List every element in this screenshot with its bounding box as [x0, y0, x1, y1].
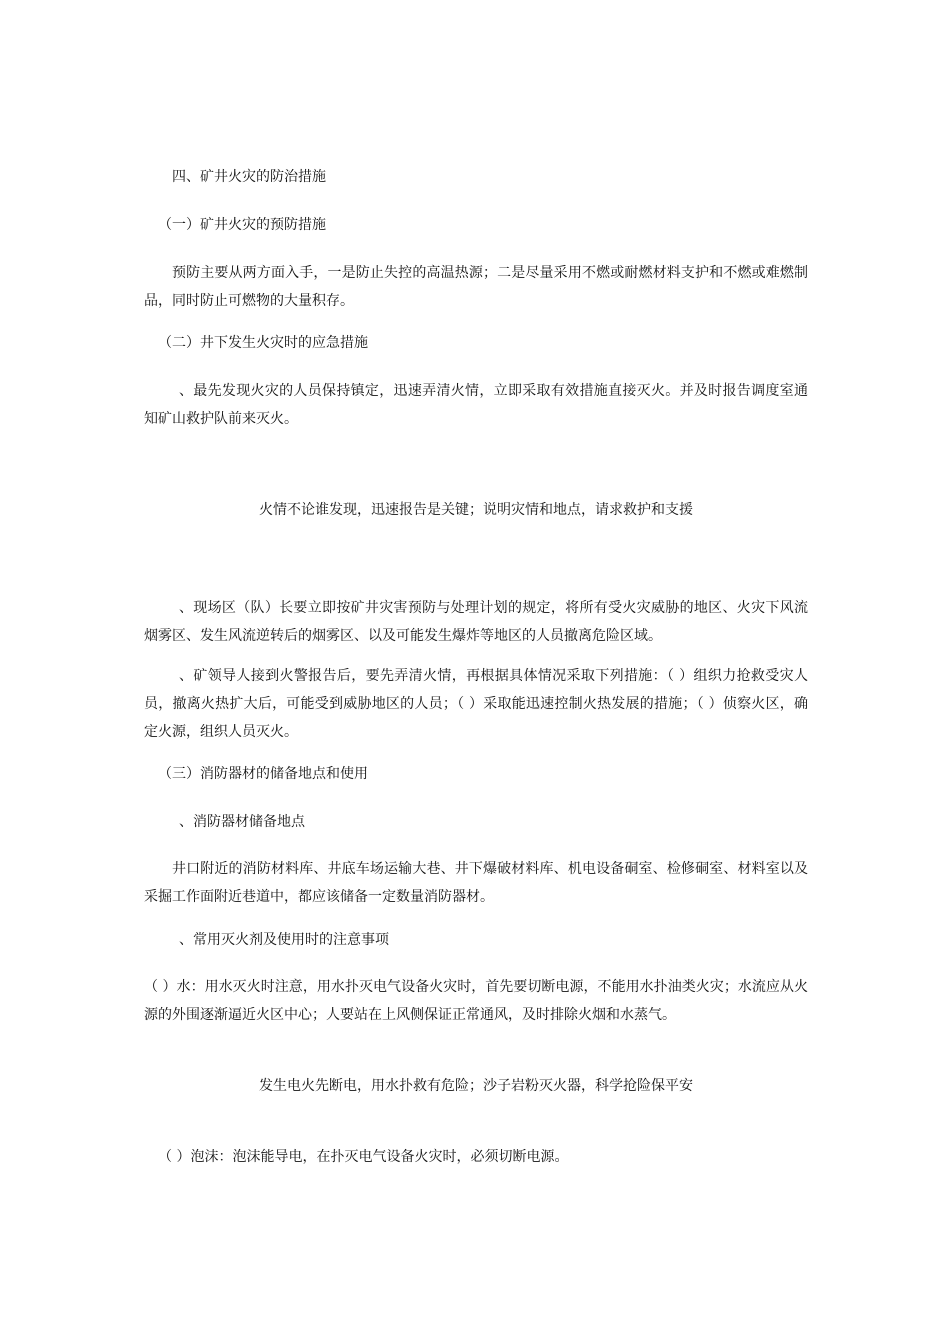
slogan-electric-fire: 发生电火先断电，用水扑救有危险；沙子岩粉灭火器，科学抢险保平安 [259, 1078, 693, 1094]
paragraph-emergency-1: 、最先发现火灾的人员保持镇定，迅速弄清火情，立即采取有效措施直接灭火。并及时报告调度室通知矿山救护队前来灭火。 [144, 383, 808, 427]
item-agents-title: 、常用灭火剂及使用时的注意事项 [179, 932, 389, 948]
subsection-heading-1: （一）矿井火灾的预防措施 [158, 217, 326, 233]
paragraph-emergency-3: 、矿领导人接到火警报告后，要先弄清火情，再根据具体情况采取下列措施：（ ）组织力抢救受灾人员，撤离火热扩大后，可能受到威胁地区的人员；（ ）采取能迅速控制火热发展的措施；（ ）侦察火区，确定火源，组织人员灭火。 [144, 668, 808, 740]
section-heading-4: 四、矿井火灾的防治措施 [172, 169, 326, 185]
paragraph-emergency-2: 、现场区（队）长要立即按矿井灾害预防与处理计划的规定，将所有受火灾威胁的地区、火灾下风流烟雾区、发生风流逆转后的烟雾区、以及可能发生爆炸等地区的人员撤离危险区域。 [144, 600, 808, 644]
paragraph-water: （ ）水：用水灭火时注意，用水扑灭电气设备火灾时，首先要切断电源，不能用水扑油类火灾；水流应从火源的外围逐渐逼近火区中心；人要站在上风侧保证正常通风，及时排除火烟和水蒸气。 [144, 979, 808, 1023]
paragraph-foam: （ ）泡沫：泡沫能导电，在扑灭电气设备火灾时，必须切断电源。 [158, 1149, 569, 1165]
item-storage-title: 、消防器材储备地点 [179, 814, 305, 830]
paragraph-storage: 井口附近的消防材料库、井底车场运输大巷、井下爆破材料库、机电设备硐室、检修硐室、材料室以及采掘工作面附近巷道中，都应该储备一定数量消防器材。 [144, 861, 808, 905]
subsection-heading-3: （三）消防器材的储备地点和使用 [158, 766, 368, 782]
slogan-report-fire: 火情不论谁发现，迅速报告是关键；说明灾情和地点，请求救护和支援 [259, 502, 693, 518]
paragraph-prevention: 预防主要从两方面入手，一是防止失控的高温热源；二是尽量采用不燃或耐燃材料支护和不燃或难燃制品，同时防止可燃物的大量积存。 [144, 265, 808, 309]
subsection-heading-2: （二）井下发生火灾时的应急措施 [158, 335, 368, 351]
